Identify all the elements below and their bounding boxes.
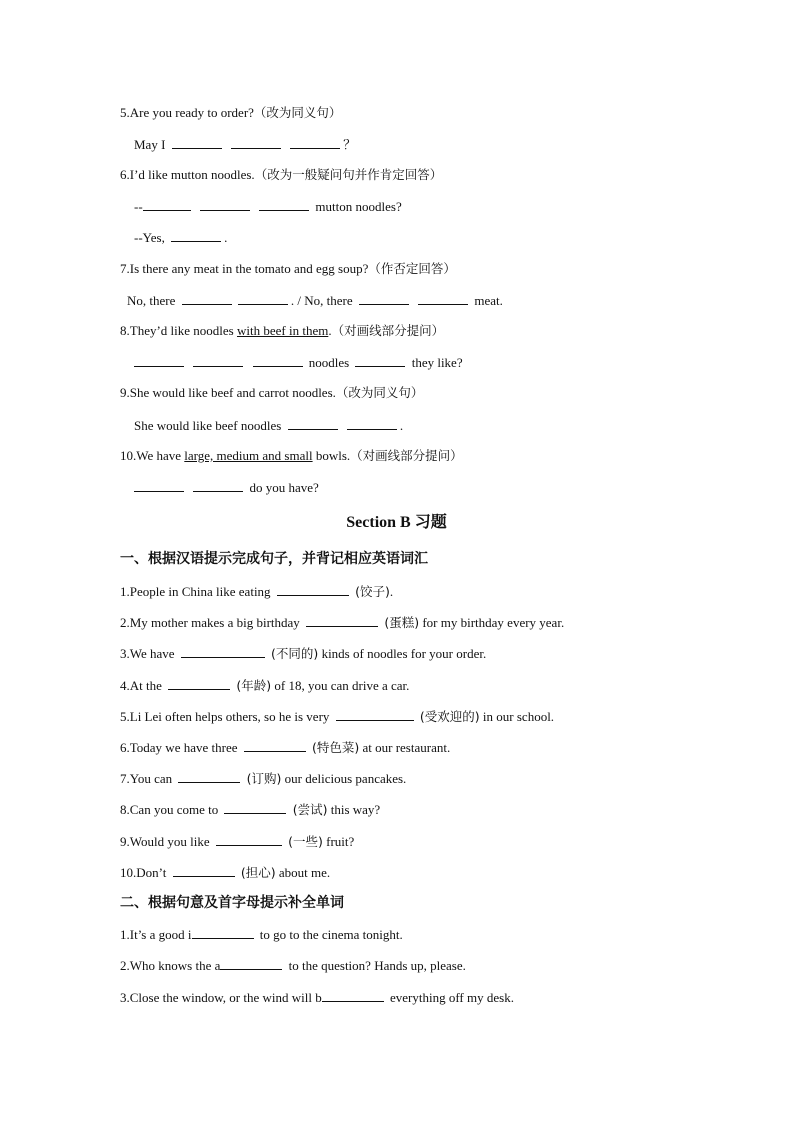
answer-blank[interactable]: [244, 738, 306, 752]
q5-answer-lead: May I: [134, 137, 166, 152]
item-text-end: at our restaurant.: [359, 740, 451, 755]
q7-a2-tail: meat.: [474, 293, 503, 308]
q6-line2-lead: --Yes,: [134, 230, 165, 245]
question-6: [120, 166, 442, 184]
question-8-underlined: with beef in them: [236, 323, 329, 338]
question-9-answer: [134, 416, 403, 435]
answer-blank[interactable]: [178, 769, 240, 783]
question-6-text: 6.I’d like mutton noodles.: [120, 167, 255, 182]
answer-blank[interactable]: [200, 197, 250, 211]
item-text-end: this way?: [327, 802, 381, 817]
question-7-answer: [127, 291, 503, 310]
chinese-hint: (尝试): [292, 802, 328, 817]
item-text: 7.You can: [120, 771, 173, 786]
answer-blank[interactable]: [306, 613, 378, 627]
answer-blank[interactable]: [355, 353, 405, 367]
question-5-text: 5.Are you ready to order?: [120, 105, 254, 120]
item-text-end: for my birthday every year.: [419, 615, 565, 630]
answer-blank[interactable]: [192, 925, 254, 939]
part-one-item: [120, 613, 564, 632]
item-text: 1.It’s a good i: [120, 927, 192, 942]
answer-blank[interactable]: [193, 353, 243, 367]
q5-end: ？: [343, 137, 357, 152]
part-one-item: [120, 707, 554, 726]
answer-blank[interactable]: [253, 353, 303, 367]
question-9-text: 9.She would like beef and carrot noodles.: [120, 385, 336, 400]
answer-blank[interactable]: [224, 800, 286, 814]
answer-blank[interactable]: [181, 644, 265, 658]
item-text: 2.My mother makes a big birthday: [120, 615, 300, 630]
part-two-item: [120, 988, 514, 1007]
answer-blank[interactable]: [231, 135, 281, 149]
question-7-text: 7.Is there any meat in the tomato and egg soup?: [120, 261, 369, 276]
part-two-heading: 二、根据句意及首字母提示补全单词: [120, 895, 344, 911]
q6-line1-lead: --: [134, 199, 143, 214]
answer-blank[interactable]: [359, 291, 409, 305]
part-one-item: [120, 863, 330, 882]
chinese-hint: (担心): [240, 865, 276, 880]
answer-blank[interactable]: [168, 676, 230, 690]
item-text-end: to the question? Hands up, please.: [288, 958, 466, 973]
item-text: 4.At the: [120, 678, 162, 693]
answer-blank[interactable]: [220, 956, 282, 970]
question-8-text-a: 8.They’d like noodles: [120, 323, 237, 338]
part-one-item: [120, 769, 406, 788]
answer-blank[interactable]: [288, 416, 338, 430]
question-9-note: （改为同义句）: [335, 385, 424, 400]
answer-blank[interactable]: [322, 988, 384, 1002]
item-text: 1.People in China like eating: [120, 584, 271, 599]
chinese-hint: (订购): [246, 771, 282, 786]
q9-lead: She would like beef noodles: [134, 418, 282, 433]
chinese-hint: (特色菜): [311, 740, 360, 755]
answer-blank[interactable]: [216, 832, 282, 846]
item-text: 3.Close the window, or the wind will b: [120, 990, 322, 1005]
question-10-answer: [134, 478, 319, 497]
answer-blank[interactable]: [173, 863, 235, 877]
answer-blank[interactable]: [143, 197, 191, 211]
answer-blank[interactable]: [418, 291, 468, 305]
answer-blank[interactable]: [182, 291, 232, 305]
answer-blank[interactable]: [347, 416, 397, 430]
item-text: 2.Who knows the a: [120, 958, 221, 973]
q10-tail: do you have?: [249, 480, 319, 495]
item-text: 8.Can you come to: [120, 802, 219, 817]
chinese-hint: (一些): [288, 834, 323, 849]
item-text-end: to go to the cinema tonight.: [259, 927, 403, 942]
question-6-answer-line-1: [134, 197, 402, 216]
item-text-end: .: [389, 584, 394, 599]
part-one-item: [120, 738, 450, 757]
question-9: [120, 384, 423, 402]
part-one-item: [120, 832, 354, 851]
item-text: 10.Don’t: [120, 865, 167, 880]
question-8-answer: [134, 353, 463, 372]
q8-mid: noodles: [308, 355, 350, 370]
chinese-hint: (年龄): [236, 678, 272, 693]
chinese-hint: (饺子): [355, 584, 390, 599]
answer-blank[interactable]: [238, 291, 288, 305]
item-text-end: everything off my desk.: [389, 990, 514, 1005]
part-one-item: [120, 582, 393, 601]
q9-end: .: [399, 418, 404, 433]
answer-blank[interactable]: [336, 707, 414, 721]
question-7-note: （作否定回答）: [368, 261, 456, 276]
section-title: Section B 习题: [346, 514, 447, 531]
item-text-end: about me.: [275, 865, 331, 880]
q6-line2-end: .: [224, 230, 228, 245]
answer-blank[interactable]: [172, 135, 222, 149]
question-10-text-b: bowls.: [312, 448, 351, 463]
item-text: 5.Li Lei often helps others, so he is very: [120, 709, 330, 724]
part-one-item: [120, 676, 409, 695]
answer-blank[interactable]: [134, 478, 184, 492]
item-text-end: in our school.: [479, 709, 555, 724]
answer-blank[interactable]: [193, 478, 243, 492]
chinese-hint: (受欢迎的): [419, 709, 480, 724]
question-5-answer: [134, 135, 356, 154]
question-8-note: （对画线部分提问）: [331, 323, 445, 338]
item-text-end: fruit?: [322, 834, 355, 849]
question-6-answer-line-2: [134, 228, 227, 247]
q8-tail: they like?: [411, 355, 463, 370]
question-10-text-a: 10.We have: [120, 448, 185, 463]
answer-blank[interactable]: [171, 228, 221, 242]
answer-blank[interactable]: [277, 582, 349, 596]
question-7: [120, 260, 456, 278]
question-8: [120, 322, 444, 340]
question-5-note: （改为同义句）: [253, 105, 342, 120]
chinese-hint: (蛋糕): [384, 615, 420, 630]
item-text: 3.We have: [120, 646, 175, 661]
question-6-note: （改为一般疑问句并作肯定回答）: [254, 167, 443, 182]
question-10-underlined: large, medium and small: [184, 448, 313, 463]
chinese-hint: (不同的): [271, 646, 319, 661]
answer-blank[interactable]: [259, 197, 309, 211]
q7-a1: No, there: [127, 293, 176, 308]
item-text-end: kinds of noodles for your order.: [318, 646, 487, 661]
question-8-text-b: .: [328, 323, 332, 338]
question-5: [120, 104, 341, 122]
item-text-end: our delicious pancakes.: [281, 771, 407, 786]
item-text-end: of 18, you can drive a car.: [271, 678, 410, 693]
part-one-heading: 一、根据汉语提示完成句子，并背记相应英语词汇: [120, 551, 428, 567]
part-two-item: [120, 956, 466, 975]
question-10: [120, 447, 463, 465]
q6-line1-tail: mutton noodles?: [315, 199, 402, 214]
part-two-item: [120, 925, 403, 944]
answer-blank[interactable]: [290, 135, 340, 149]
item-text: 6.Today we have three: [120, 740, 238, 755]
answer-blank[interactable]: [134, 353, 184, 367]
item-text: 9.Would you like: [120, 834, 210, 849]
part-one-item: [120, 800, 380, 819]
question-10-note: （对画线部分提问）: [350, 448, 463, 463]
q7-a1-end: . / No, there: [290, 293, 353, 308]
part-one-item: [120, 644, 486, 663]
